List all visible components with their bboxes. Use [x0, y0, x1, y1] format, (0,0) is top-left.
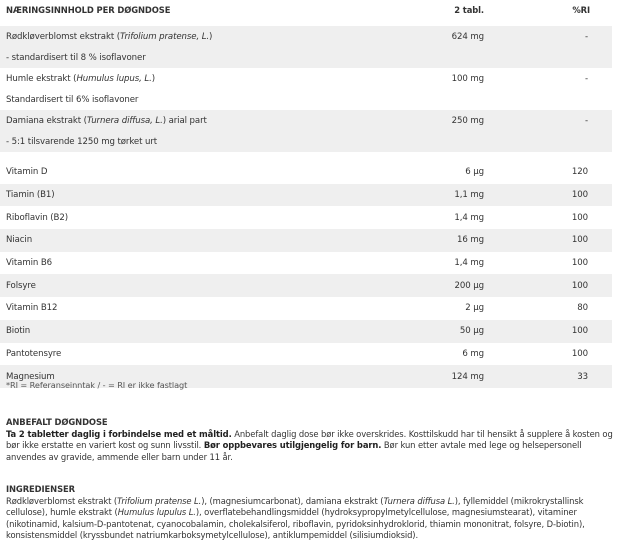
table-row	[0, 252, 612, 275]
table-row	[0, 343, 612, 366]
table-row	[0, 110, 612, 131]
dosage-section	[6, 417, 614, 463]
row-amount: 6 μg	[465, 167, 484, 178]
row-amount: 124 mg	[400, 365, 546, 388]
row-name: Tiamin (B1)	[0, 184, 400, 207]
table-row	[0, 229, 612, 252]
row-ri: 100	[546, 274, 612, 297]
header-dose: 2 tabl.	[454, 5, 484, 15]
row-ri: -	[546, 26, 612, 47]
row-amount: 50 μg	[400, 320, 546, 343]
table-row	[0, 184, 612, 207]
row-name: Pantotensyre	[6, 348, 62, 359]
table-row	[0, 161, 612, 184]
row-amount: 200 μg	[400, 274, 546, 297]
dosage-title: ANBEFALT DØGNDOSE	[6, 417, 108, 427]
row-amount: 1,1 mg	[400, 184, 546, 207]
row-name: Rødkløverblomst ekstrakt (Trifolium pratense, L.)	[0, 26, 400, 47]
table-row-sub	[0, 47, 612, 68]
row-amount: 1,4 mg	[454, 258, 484, 269]
header-title: NÆRINGSINNHOLD PER DØGNDOSE	[6, 5, 171, 15]
row-name: Humle ekstrakt (Humulus lupus, L.)	[6, 73, 155, 84]
row-ri: 33	[546, 365, 612, 388]
ingredients-text: Rødkløverblomst ekstrakt (Trifolium pratense L.), (magnesiumcarbonat), damiana ekstrakt (Turnera diffusa L.), fyllemiddel (mikrokrystallinsk cellulose), humle ekstrakt (Humulus lupulus L.), overflatebehandlingsmiddel (hydroksypropylmetylcellulose, magnesiumstearat), vitaminer (nikotinamid, kalsium-D-pantotenat, cyanocobalamin, cholekalsiferol, riboflavin, pyridoksinhydroklorid, thiamin mononitrat, folsyre, D-biotin), konsistensmiddel (kryssbundet natriumkarboksymetylcellulose), antiklumpemiddel (silisiumdioksid).	[6, 495, 585, 541]
table-row-sub	[0, 131, 612, 152]
table-header-row	[0, 0, 612, 26]
table-row-sub	[0, 89, 612, 110]
dosage-text: Ta 2 tabletter daglig i forbindelse med et måltid. Anbefalt daglig dose bør ikke overskrides. Kosttilskudd har til hensikt å supplere å kosten og bør ikke erstatte en variert kost og sunn livsstil. Bør oppbevares utilgjengelig for barn. Bør kun etter avtale med lege og helsepersonell anvendes av gravide, ammende eller barn under 11 år.	[6, 428, 613, 462]
table-row	[0, 68, 612, 89]
row-ri: -	[584, 73, 588, 84]
row-sub-text: - 5:1 tilsvarende 1250 mg tørket urt	[0, 131, 400, 152]
row-ri: 120	[571, 167, 588, 178]
row-name: Riboflavin (B2)	[6, 212, 68, 223]
table-row	[0, 206, 612, 229]
header-ri: %RI	[572, 5, 590, 15]
row-name: Biotin	[0, 320, 400, 343]
row-ri: 100	[571, 348, 588, 359]
row-name: Vitamin B6	[6, 258, 53, 269]
row-ri: 100	[546, 320, 612, 343]
ri-footnote: *RI = Referanseinntak / - = RI er ikke fastlagt	[6, 380, 188, 390]
row-ri: 100	[546, 229, 612, 252]
row-amount: 16 mg	[400, 229, 546, 252]
row-name: Vitamin B12	[6, 303, 58, 314]
ingredients-section	[6, 484, 614, 542]
row-sub-text: - standardisert til 8 % isoflavoner	[0, 47, 400, 68]
row-amount: 2 μg	[465, 303, 484, 314]
row-ri: 100	[546, 184, 612, 207]
row-amount: 1,4 mg	[454, 212, 484, 223]
row-ri: 80	[577, 303, 588, 314]
row-ri: -	[546, 110, 612, 131]
row-amount: 624 mg	[400, 26, 546, 47]
row-amount: 6 mg	[462, 348, 484, 359]
row-ri: 100	[571, 212, 588, 223]
row-name: Vitamin D	[6, 167, 48, 178]
table-row	[0, 320, 612, 343]
row-sub-text: Standardisert til 6% isoflavoner	[6, 94, 139, 105]
table-row	[0, 26, 612, 47]
row-name: Damiana ekstrakt (Turnera diffusa, L.) arial part	[0, 110, 400, 131]
table-row	[0, 297, 612, 320]
row-name: Magnesium	[0, 365, 400, 388]
row-name: Folsyre	[0, 274, 400, 297]
row-ri: 100	[571, 258, 588, 269]
row-amount: 250 mg	[400, 110, 546, 131]
table-row	[0, 274, 612, 297]
ingredients-title: INGREDIENSER	[6, 484, 75, 494]
row-amount: 100 mg	[451, 73, 484, 84]
row-name: Niacin	[0, 229, 400, 252]
